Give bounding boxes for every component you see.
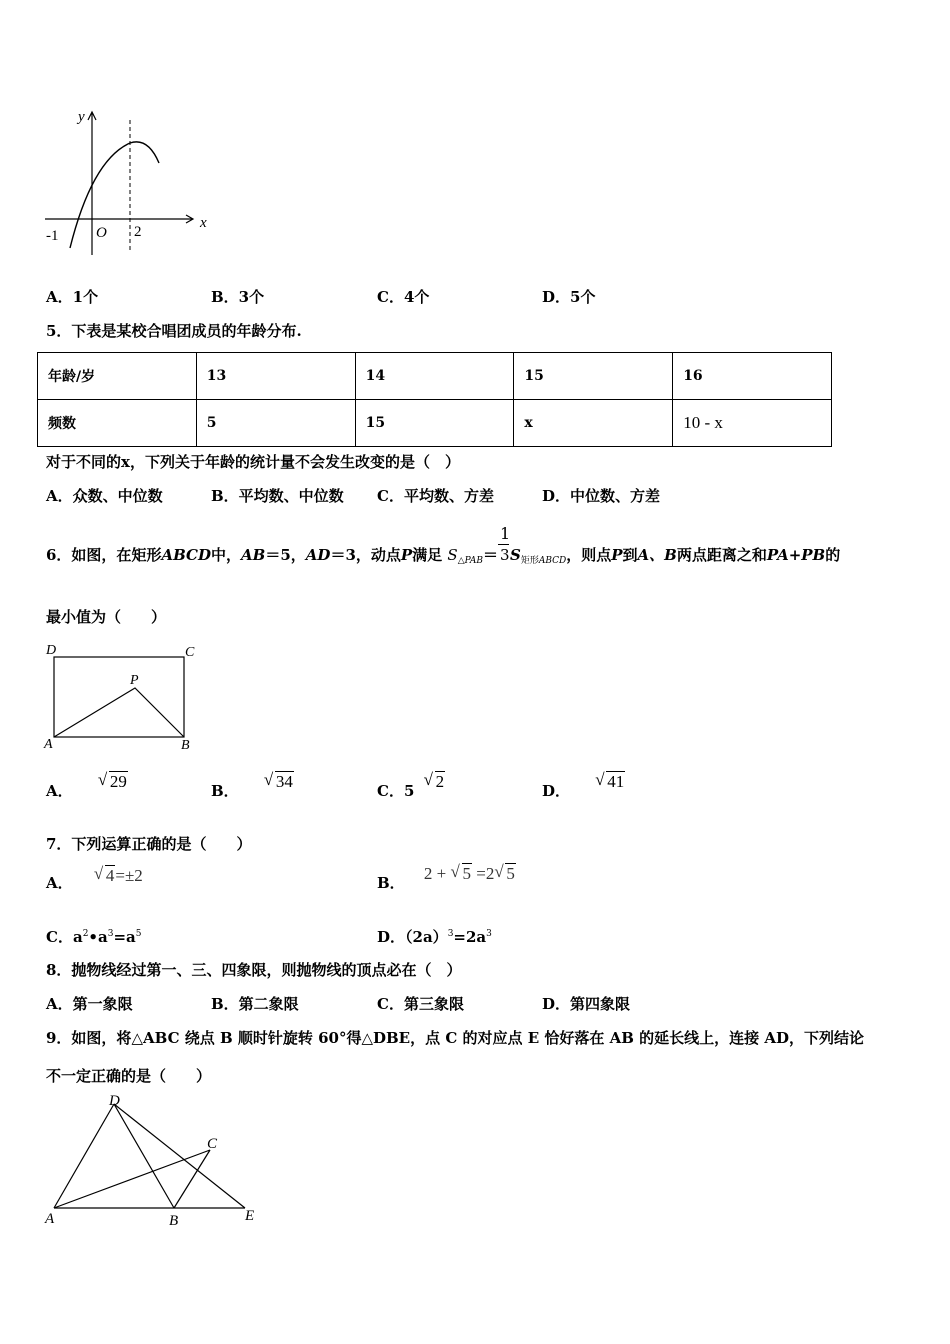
- text: =±2: [115, 866, 143, 885]
- sqrt: [595, 772, 625, 792]
- table-cell: 15: [514, 353, 673, 400]
- table-cell: 13: [196, 353, 355, 400]
- table-cell: 15: [355, 400, 514, 447]
- q7-option-d[interactable]: [377, 926, 492, 947]
- sqrt: [424, 772, 446, 792]
- exponent: 3: [107, 929, 114, 939]
- label-b: B: [169, 1213, 179, 1229]
- table-cell: 年龄/岁: [38, 353, 197, 400]
- q4-option-a[interactable]: A．1个: [46, 288, 99, 306]
- text: AB: [241, 546, 266, 564]
- q5-stem: 5．下表是某校合唱团成员的年龄分布.: [46, 322, 302, 340]
- derivative-curve: [70, 142, 159, 248]
- segment-de: [114, 1104, 245, 1208]
- subscript: △PAB: [457, 556, 483, 566]
- sqrt: [94, 866, 116, 886]
- q6-rectangle-figure: [40, 640, 210, 755]
- label-c: C: [185, 645, 195, 660]
- option-letter: C．: [377, 782, 404, 800]
- q4-option-b[interactable]: B．3个: [211, 288, 265, 306]
- q5-option-d[interactable]: D．中位数、方差: [542, 487, 661, 505]
- q9-stem-line1: 9．如图，将△ABC 绕点 B 顺时针旋转 60°得△DBE，点 C 的对应点 E 恰好落在 AB 的延长线上，连接 AD，下列结论: [46, 1029, 864, 1047]
- radicand: 2: [435, 772, 445, 791]
- text: （2a）: [405, 928, 448, 946]
- segments-pa-pb: [54, 688, 184, 737]
- exponent: 3: [486, 929, 492, 939]
- text: 满足: [412, 546, 443, 564]
- radicand: 5: [462, 864, 472, 883]
- q6-option-d[interactable]: [542, 772, 625, 801]
- q6-stem-line1: [46, 524, 841, 566]
- text: =2: [472, 864, 495, 883]
- option-letter: B．: [211, 782, 239, 800]
- label-c: C: [207, 1136, 218, 1152]
- expression: [94, 866, 143, 885]
- segment-ac: [54, 1150, 210, 1208]
- text: ，则点: [566, 546, 612, 564]
- q6-option-c[interactable]: [377, 772, 445, 801]
- segment-ad: [54, 1104, 114, 1208]
- text: =2a: [453, 928, 487, 946]
- q8-option-a[interactable]: A．第一象限: [46, 995, 133, 1013]
- exponent: 5: [135, 929, 142, 939]
- text: 两点距离之和: [676, 546, 767, 564]
- q7-option-c[interactable]: [46, 926, 142, 947]
- radicand: 41: [607, 772, 625, 791]
- radicand: 29: [109, 772, 127, 791]
- q5-option-b[interactable]: B．平均数、中位数: [211, 487, 344, 505]
- radicand: 34: [275, 772, 293, 791]
- table-row: [38, 353, 832, 400]
- q6-stem-line2: 最小值为（ ）: [46, 608, 167, 626]
- text: a: [72, 928, 83, 946]
- text: P: [400, 546, 413, 564]
- q7-option-b[interactable]: [377, 864, 516, 893]
- text: 到: [622, 546, 638, 564]
- x-axis-label: x: [200, 215, 207, 231]
- y-axis-label: y: [78, 109, 85, 125]
- fraction-denominator: 3: [499, 546, 510, 564]
- label-a: A: [44, 737, 53, 752]
- q8-option-d[interactable]: D．第四象限: [542, 995, 631, 1013]
- option-letter: D．: [377, 928, 406, 946]
- q5-option-a[interactable]: A．众数、中位数: [46, 487, 163, 505]
- text: ＝3，动点: [330, 546, 401, 564]
- q8-stem: 8．抛物线经过第一、三、四象限，则抛物线的顶点必在（ ）: [46, 961, 462, 979]
- q9-rotation-figure: [40, 1090, 265, 1230]
- label-a: A: [45, 1211, 55, 1227]
- table-cell: 16: [673, 353, 832, 400]
- q8-option-b[interactable]: B．第二象限: [211, 995, 299, 1013]
- text: PA+PB: [766, 546, 826, 564]
- q6-option-b[interactable]: [211, 772, 294, 801]
- text: A、B: [637, 546, 677, 564]
- table-cell: 14: [355, 353, 514, 400]
- fraction-bar: [498, 544, 509, 545]
- expression: [424, 864, 516, 883]
- option-letter: C．: [46, 928, 73, 946]
- q7-stem: 7．下列运算正确的是（ ）: [46, 835, 252, 853]
- label-e: E: [245, 1208, 255, 1224]
- table-cell: 10 - x: [673, 400, 832, 447]
- text: 中，: [211, 546, 242, 564]
- text: 6．如图，在矩形: [46, 546, 162, 564]
- radicand: 4: [105, 866, 115, 885]
- table-cell: x: [514, 400, 673, 447]
- coefficient: 5: [403, 782, 415, 800]
- q4-option-c[interactable]: C．4个: [377, 288, 430, 306]
- text: P: [611, 546, 623, 564]
- label-d: D: [109, 1093, 120, 1109]
- q6-option-a[interactable]: [46, 772, 128, 801]
- q7-option-a[interactable]: [46, 866, 143, 893]
- table-row: [38, 400, 832, 447]
- q4-function-graph: [40, 105, 220, 265]
- segment-bc: [174, 1150, 210, 1208]
- text: =a: [113, 928, 136, 946]
- text: ABCD: [161, 546, 211, 564]
- option-letter: B．: [377, 874, 405, 892]
- fraction-one-third: [498, 524, 511, 564]
- text: ＝5，: [265, 546, 306, 564]
- q5-question: 对于不同的x，下列关于年龄的统计量不会发生改变的是（ ）: [46, 453, 460, 471]
- text: AD: [305, 546, 331, 564]
- q4-option-d[interactable]: D．5个: [542, 288, 596, 306]
- text: 的: [825, 546, 841, 564]
- area-symbol: S: [447, 546, 458, 564]
- exponent: 2: [82, 929, 89, 939]
- option-letter: A．: [46, 782, 73, 800]
- subscript: ABCD: [538, 556, 567, 566]
- label-d: D: [46, 643, 57, 658]
- text: ＝: [482, 546, 498, 564]
- segment-db: [114, 1104, 174, 1208]
- text: •a: [88, 928, 108, 946]
- area-symbol: S: [509, 546, 521, 564]
- table-cell: 频数: [38, 400, 197, 447]
- subscript: 矩形: [520, 556, 539, 566]
- label-p: P: [130, 673, 139, 688]
- two-label: 2: [134, 224, 142, 240]
- fraction-numerator: 1: [499, 524, 511, 543]
- age-distribution-table: [37, 352, 832, 447]
- neg-one-label: -1: [46, 228, 59, 244]
- sqrt: [264, 772, 294, 792]
- option-letter: D．: [542, 782, 571, 800]
- radicand: 5: [506, 864, 515, 883]
- table-cell: 5: [196, 400, 355, 447]
- label-b: B: [181, 738, 190, 753]
- origin-label: O: [96, 225, 107, 241]
- sqrt: [98, 772, 128, 792]
- q9-stem-line2: 不一定正确的是（ ）: [46, 1067, 212, 1085]
- text: 2 +: [423, 864, 451, 883]
- exponent: 3: [447, 929, 454, 939]
- q5-option-c[interactable]: C．平均数、方差: [377, 487, 494, 505]
- sqrt: [494, 864, 516, 884]
- option-letter: A．: [46, 874, 73, 892]
- sqrt: [451, 864, 473, 884]
- q8-option-c[interactable]: C．第三象限: [377, 995, 464, 1013]
